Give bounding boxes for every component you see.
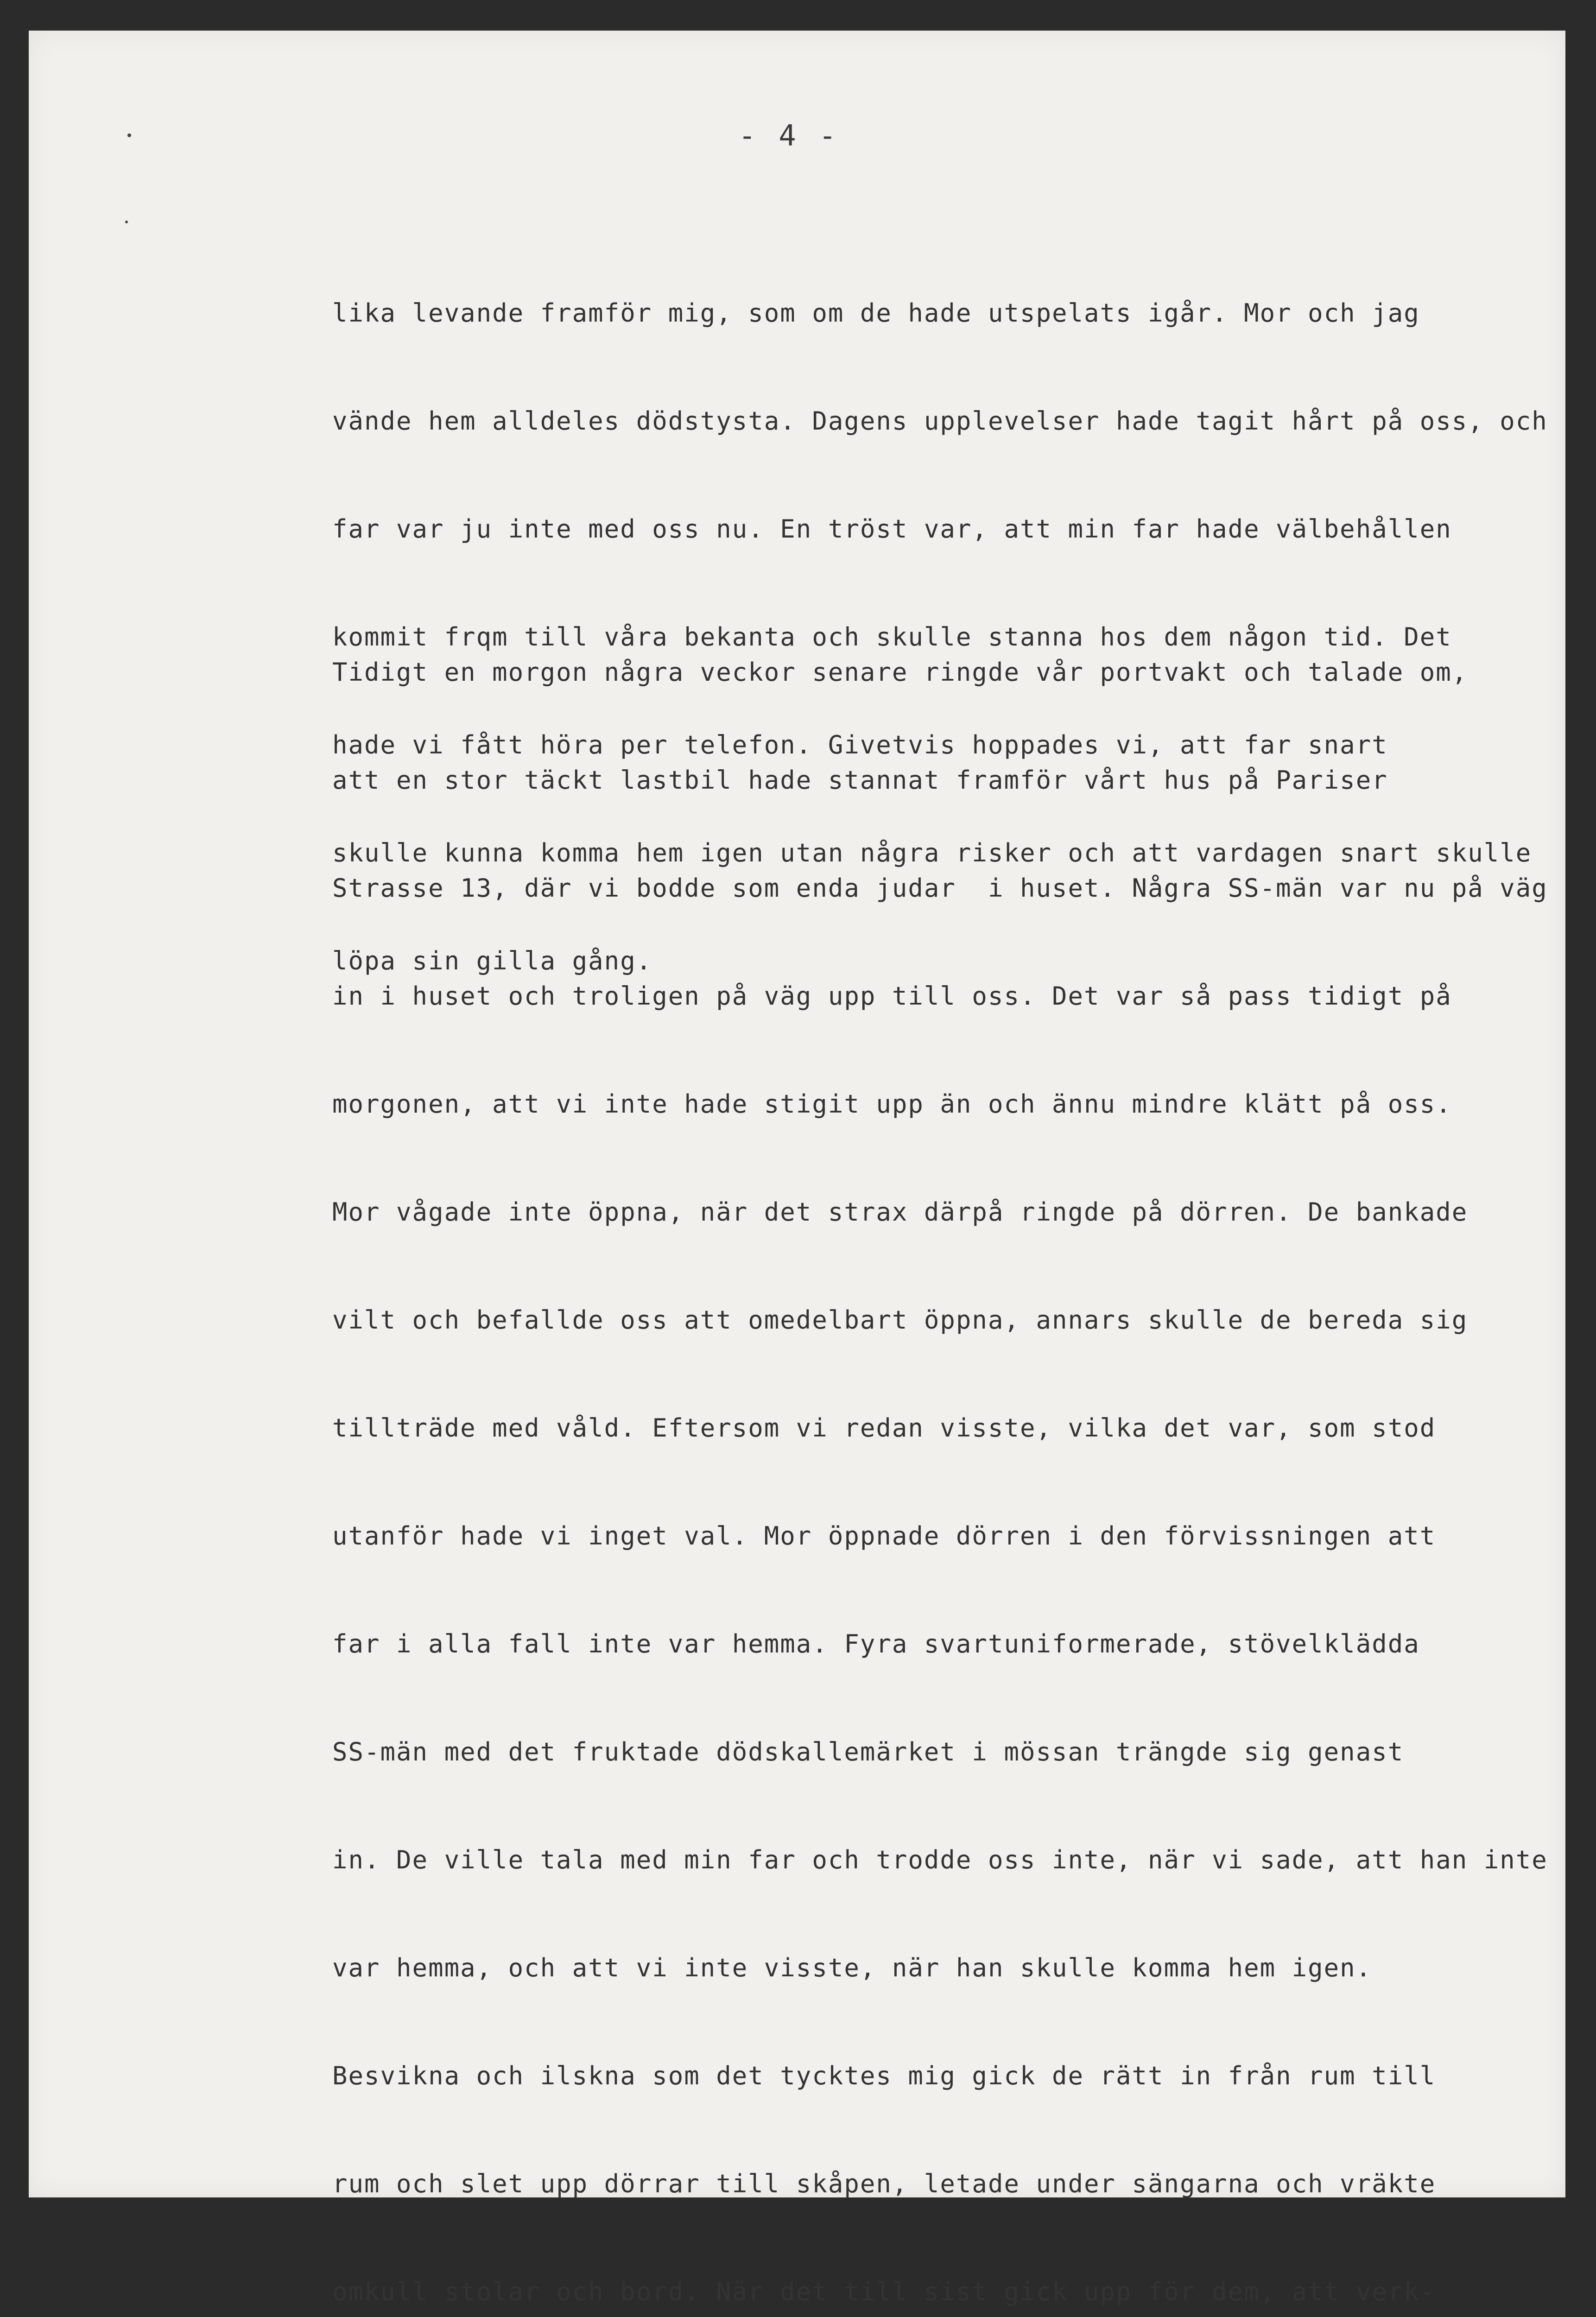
paper-speck — [125, 221, 128, 223]
text-line: far var ju inte med oss nu. En tröst var, att min far hade välbehållen — [332, 514, 1452, 544]
text-line: hade vi fått höra per telefon. Givetvis hoppades vi, att far snart — [332, 730, 1388, 760]
text-line: vände hem alldeles dödstysta. Dagens upplevelser hade tagit hårt på oss, och — [332, 406, 1548, 436]
page-number: - 4 - — [738, 119, 839, 152]
text-line: lika levande framför mig, som om de hade utspelats igår. Mor och jag — [332, 298, 1420, 328]
text-line: utanför hade vi inget val. Mor öppnade dörren i den förvissningen att — [332, 1521, 1436, 1551]
text-line: Strasse 13, där vi bodde som enda judar i huset. Några SS-män var nu på väg — [332, 874, 1548, 903]
text-line: kommit frqm till våra bekanta och skulle stanna hos dem någon tid. Det — [332, 622, 1452, 652]
text-line: vilt och befallde oss att omedelbart öppna, annars skulle de bereda sig — [332, 1305, 1468, 1335]
text-line: in. De ville tala med min far och trodde oss inte, när vi sade, att han inte — [332, 1845, 1548, 1874]
text-line: löpa sin gilla gång. — [332, 946, 652, 975]
text-line: in i huset och troligen på väg upp till oss. Det var så pass tidigt på — [332, 981, 1452, 1011]
text-line: SS-män med det fruktade dödskallemärket i mössan trängde sig genast — [332, 1737, 1404, 1766]
document-page — [29, 31, 1565, 2306]
text-line: Mor vågade inte öppna, när det strax därpå ringde på dörren. De bankade — [332, 1197, 1468, 1227]
text-line: omkull stolar och bord. När det till sist gick upp för dem, att verk- — [332, 2277, 1436, 2306]
paper-speck — [127, 133, 131, 137]
text-line: Besvikna och ilskna som det tycktes mig gick de rätt in från rum till — [332, 2061, 1436, 2090]
text-line: var hemma, och att vi inte visste, när han skulle komma hem igen. — [332, 1953, 1372, 1982]
text-line: rum och slet upp dörrar till skåpen, letade under sängarna och vräkte — [332, 2169, 1436, 2198]
text-line: skulle kunna komma hem igen utan några risker och att vardagen snart skulle — [332, 838, 1532, 867]
text-line: att en stor täckt lastbil hade stannat framför vårt hus på Pariser — [332, 766, 1388, 795]
text-line: far i alla fall inte var hemma. Fyra svartuniformerade, stövelklädda — [332, 1629, 1420, 1659]
text-line: Tidigt en morgon några veckor senare ringde vår portvakt och talade om, — [332, 658, 1468, 687]
text-line: morgonen, att vi inte hade stigit upp än och ännu mindre klätt på oss. — [332, 1089, 1452, 1119]
paragraph-2 — [332, 589, 1593, 2317]
text-line: tillträde med våld. Eftersom vi redan visste, vilka det var, som stod — [332, 1413, 1436, 1443]
